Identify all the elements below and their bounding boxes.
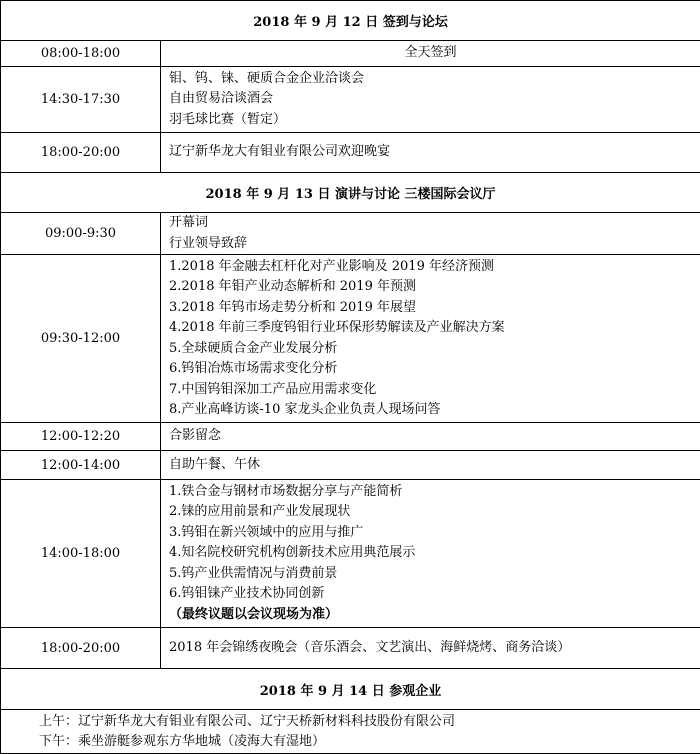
agenda-item: 1.2018 年金融去杠杆化对产业影响及 2019 年经济预测 [169, 257, 700, 278]
items-cell [161, 41, 700, 67]
items-cell [161, 423, 700, 451]
agenda-item: 辽宁新华龙大有钼业有限公司欢迎晚宴 [169, 142, 700, 163]
agenda-item: 2.铼的应用前景和产业发展现状 [169, 502, 700, 523]
time-cell: 18:00-20:00 [1, 133, 161, 173]
agenda-item: 6.钨钼铼产业技术协同创新 [169, 584, 700, 605]
items-cell [161, 628, 700, 669]
table-row [1, 41, 700, 67]
agenda-item: 1.铁合金与钢材市场数据分享与产能简析 [169, 482, 700, 503]
time-cell: 09:00-9:30 [1, 213, 161, 255]
agenda-item: 合影留念 [169, 426, 700, 447]
time-cell: 09:30-12:00 [1, 255, 161, 423]
day2-header: 2018 年 9 月 13 日 演讲与讨论 三楼国际会议厅 [1, 173, 700, 213]
agenda-item: 自助午餐、午休 [169, 455, 700, 476]
items-cell [161, 133, 700, 173]
items-cell [161, 480, 700, 628]
table-row [1, 133, 700, 173]
agenda-item: 4.2018 年前三季度钨钼行业环保形势解读及产业解决方案 [169, 318, 700, 339]
agenda-item: 羽毛球比赛（暂定） [169, 110, 700, 131]
agenda-item: 7.中国钨钼深加工产品应用需求变化 [169, 380, 700, 401]
items-cell [161, 255, 700, 423]
table-row [1, 423, 700, 451]
day3-header-row [1, 669, 700, 710]
table-row [1, 451, 700, 480]
time-cell: 14:00-18:00 [1, 480, 161, 628]
visit-row [1, 710, 700, 754]
table-row [1, 480, 700, 628]
time-cell: 18:00-20:00 [1, 628, 161, 669]
agenda-item: 6.钨钼冶炼市场需求变化分析 [169, 359, 700, 380]
table-row [1, 67, 700, 133]
visit-morning: 上午：辽宁新华龙大有钼业有限公司、辽宁天桥新材料科技股份有限公司 [39, 712, 700, 732]
time-cell: 08:00-18:00 [1, 41, 161, 67]
agenda-item: 3.2018 年钨市场走势分析和 2019 年展望 [169, 298, 700, 319]
agenda-item: 钼、钨、铼、硬质合金企业洽谈会 [169, 69, 700, 90]
agenda-item: 5.钨产业供需情况与消费前景 [169, 564, 700, 585]
time-cell: 14:30-17:30 [1, 67, 161, 133]
time-cell: 12:00-12:20 [1, 423, 161, 451]
day2-header-row [1, 173, 700, 213]
visit-afternoon: 下午：乘坐游艇参观东方华地城（凌海大有湿地） [39, 732, 700, 752]
table-row [1, 628, 700, 669]
agenda-note: （最终议题以会议现场为准） [169, 605, 700, 626]
day1-header-row [1, 1, 700, 41]
agenda-item: 4.知名院校研究机构创新技术应用典范展示 [169, 543, 700, 564]
items-cell [161, 67, 700, 133]
agenda-item: 行业领导致辞 [169, 234, 700, 255]
items-cell [161, 213, 700, 255]
day1-header: 2018 年 9 月 12 日 签到与论坛 [1, 1, 700, 41]
visit-cell [1, 710, 700, 754]
agenda-item: 自由贸易洽谈酒会 [169, 89, 700, 110]
table-row [1, 213, 700, 255]
items-cell [161, 451, 700, 480]
time-cell: 12:00-14:00 [1, 451, 161, 480]
agenda-item: 全天签到 [161, 43, 700, 64]
table-row [1, 255, 700, 423]
agenda-item: 8.产业高峰访谈-10 家龙头企业负责人现场问答 [169, 400, 700, 421]
agenda-item: 3.钨钼在新兴领域中的应用与推广 [169, 523, 700, 544]
agenda-item: 5.全球硬质合金产业发展分析 [169, 339, 700, 360]
agenda-item: 开幕词 [169, 213, 700, 234]
agenda-item: 2018 年会锦绣夜晚会（音乐酒会、文艺演出、海鲜烧烤、商务洽谈） [169, 638, 700, 659]
agenda-item: 2.2018 年钼产业动态解析和 2019 年预测 [169, 277, 700, 298]
day3-header: 2018 年 9 月 14 日 参观企业 [1, 669, 700, 710]
